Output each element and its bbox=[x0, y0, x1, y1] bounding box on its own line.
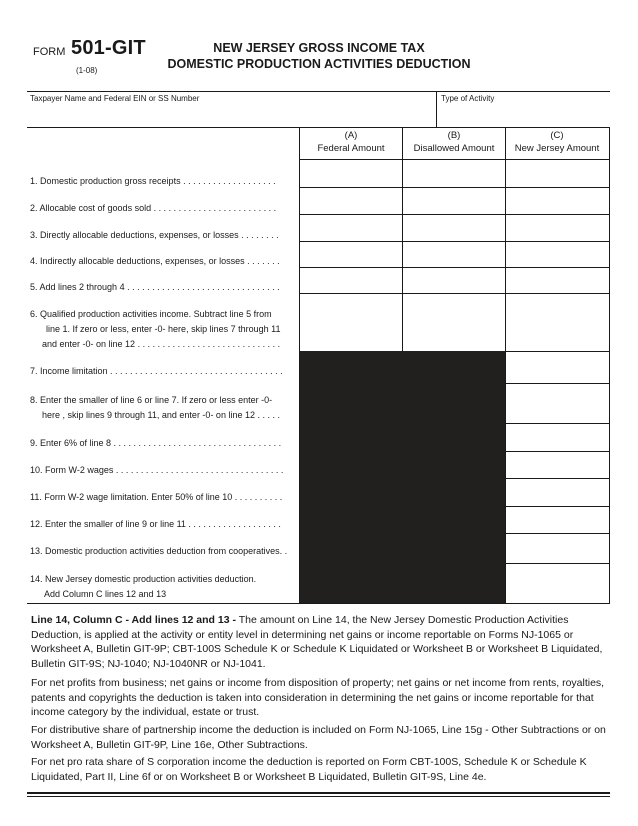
row-rule bbox=[299, 241, 610, 242]
row-rule bbox=[505, 506, 610, 507]
row-rule bbox=[299, 187, 610, 188]
line-3-label: 3. Directly allocable deductions, expenses, or losses . . . . . . . . bbox=[30, 230, 279, 240]
column-a-name: Federal Amount bbox=[317, 143, 385, 154]
line-7-label: 7. Income limitation . . . . . . . . . . . . . . . . . . . . . . . . . . . . . . . . . . . bbox=[30, 366, 283, 376]
form-number: 501-GIT bbox=[71, 37, 146, 59]
column-b-header bbox=[403, 129, 505, 155]
form-revision: (1-08) bbox=[76, 66, 98, 75]
column-c-letter: (C) bbox=[550, 130, 564, 141]
grid-col-divider-right bbox=[609, 127, 610, 603]
line-4-label: 4. Indirectly allocable deductions, expenses, or losses . . . . . . . bbox=[30, 256, 280, 266]
instruction-line14 bbox=[31, 613, 611, 671]
line-11-label: 11. Form W-2 wage limitation. Enter 50% of line 10 . . . . . . . . . . bbox=[30, 492, 283, 502]
row-rule bbox=[505, 383, 610, 384]
instruction-business: For net profits from business; net gains or income from disposition of property; net gains or net income from rents, royalties, patents and copyrights the deduction is taken into consideration in determining the net gains or income reportable for that income category by the individual, estate or trust. bbox=[31, 677, 605, 718]
shaded-not-applicable-block bbox=[300, 351, 505, 603]
row-rule bbox=[505, 533, 610, 534]
form-label: FORM bbox=[33, 46, 66, 58]
activity-label: Type of Activity bbox=[441, 94, 495, 103]
form-title-line1: NEW JERSEY GROSS INCOME TAX bbox=[213, 41, 425, 55]
line-6-text-3: and enter -0- on line 12 . . . . . . . . . . . . . . . . . . . . . . . . . . . . . bbox=[42, 339, 281, 349]
table-bottom-rule bbox=[27, 603, 610, 604]
line-12-label: 12. Enter the smaller of line 9 or line 11 . . . . . . . . . . . . . . . . . . . bbox=[30, 519, 281, 529]
column-c-name: New Jersey Amount bbox=[514, 143, 600, 154]
line-8-text-2: here , skip lines 9 through 11, and enter -0- on line 12 . . . . . bbox=[42, 410, 280, 420]
line-10-label: 10. Form W-2 wages . . . . . . . . . . . . . . . . . . . . . . . . . . . . . . . . . . bbox=[30, 465, 284, 475]
row-rule bbox=[505, 423, 610, 424]
line-6-text-2: line 1. If zero or less, enter -0- here, skip lines 7 through 11 bbox=[46, 324, 281, 334]
grid-col-divider-ab bbox=[402, 127, 403, 351]
taxpayer-label: Taxpayer Name and Federal EIN or SS Number bbox=[30, 94, 200, 103]
row-rule bbox=[505, 563, 610, 564]
line-8-label bbox=[30, 393, 298, 423]
line-14-label bbox=[30, 572, 298, 602]
field-divider bbox=[436, 91, 437, 127]
column-a-header bbox=[300, 129, 402, 155]
instruction-s-corp: For net pro rata share of S corporation income the deduction is reported on Form CBT-100S, Schedule K or Schedule K Liquidated, Part II, Line 6f or on Worksheet B or Worksheet B Liquidated, Bulletin GIT-9S, Line 4e. bbox=[31, 756, 587, 783]
line-9-label: 9. Enter 6% of line 8 . . . . . . . . . . . . . . . . . . . . . . . . . . . . . . . . . . bbox=[30, 438, 282, 448]
grid-col-divider-bc bbox=[505, 127, 506, 603]
line-14-text-1: 14. New Jersey domestic production activities deduction. bbox=[30, 574, 257, 584]
line-6-label bbox=[30, 307, 298, 352]
row-rule bbox=[299, 159, 610, 160]
column-c-header bbox=[506, 129, 608, 155]
row-rule bbox=[299, 267, 610, 268]
line-14-text-2: Add Column C lines 12 and 13 bbox=[44, 589, 167, 599]
instruction-line14-heading: Line 14, Column C - Add lines 12 and 13 - bbox=[31, 614, 236, 626]
instruction-line14-text: The amount on Line 14, the New Jersey Domestic Production Activities Deduction, is applied at the activity or entity level in determining net gains or income reportable on Forms NJ-1065 or Worksheet A, Bulletin GIT-9P; CBT-100S Schedule K or Schedule K Liquidated or Worksheet B or Worksheet B Liquidated, Bulletin GIT-9S; NJ-1040; NJ-1040NR or NJ-1041. bbox=[31, 614, 603, 670]
line-6-text-1: 6. Qualified production activities income. Subtract line 5 from bbox=[30, 309, 272, 319]
line-5-label: 5. Add lines 2 through 4 . . . . . . . . . . . . . . . . . . . . . . . . . . . . . . . bbox=[30, 282, 280, 292]
line-1-label: 1. Domestic production gross receipts . . . . . . . . . . . . . . . . . . . bbox=[30, 176, 276, 186]
field-bottom-rule bbox=[27, 127, 610, 128]
footer-rule-top bbox=[27, 792, 610, 794]
row-rule bbox=[505, 451, 610, 452]
line-2-label: 2. Allocable cost of goods sold . . . . . . . . . . . . . . . . . . . . . . . . . bbox=[30, 203, 277, 213]
row-rule bbox=[505, 478, 610, 479]
row-rule bbox=[299, 293, 610, 294]
footer-rule-bottom bbox=[27, 796, 610, 797]
row-rule bbox=[299, 214, 610, 215]
line-13-label: 13. Domestic production activities deduction from cooperatives. . bbox=[30, 546, 288, 556]
field-top-rule bbox=[27, 91, 610, 92]
line-8-text-1: 8. Enter the smaller of line 6 or line 7. If zero or less enter -0- bbox=[30, 395, 273, 405]
column-b-name: Disallowed Amount bbox=[413, 143, 495, 154]
form-title-line2: DOMESTIC PRODUCTION ACTIVITIES DEDUCTION bbox=[167, 57, 471, 71]
column-b-letter: (B) bbox=[447, 130, 461, 141]
column-a-letter: (A) bbox=[344, 130, 358, 141]
instruction-partnership: For distributive share of partnership income the deduction is included on Form NJ-1065, Line 15g - Other Subtractions or on Worksheet A, Bulletin GIT-9P, Line 16e, Other Subtractions. bbox=[31, 724, 606, 751]
